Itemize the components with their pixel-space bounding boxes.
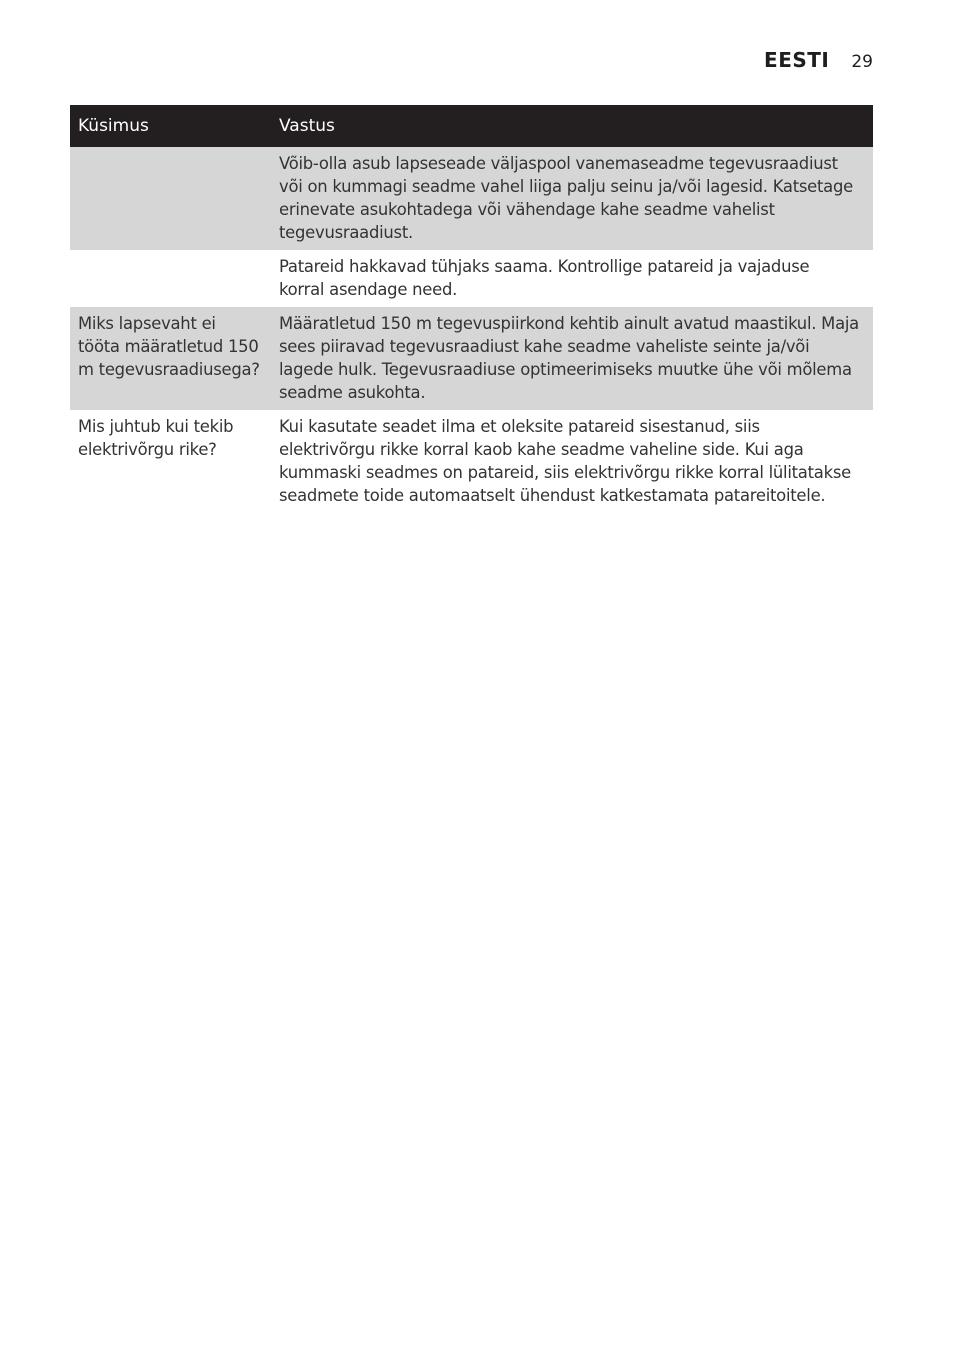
question-cell	[70, 250, 271, 307]
table-header-row	[70, 105, 873, 147]
language-title: EESTI	[764, 48, 830, 72]
answer-cell: Võib-olla asub lapseseade väljaspool vanemaseadme tegevusraadiust või on kummagi seadme vahel liiga palju seinu ja/või lagesid. Katsetage erinevate asukohtadega või vähendage kahe seadme vahelist tegevusraadiust.	[279, 154, 853, 242]
faq-table	[70, 105, 873, 513]
question-cell: Mis juhtub kui tekib elektrivõrgu rike?	[78, 417, 234, 459]
answer-cell: Kui kasutate seadet ilma et oleksite patareid sisestanud, siis elektrivõrgu rikke korral kaob kahe seadme vaheline side. Kui aga kummaski seadmes on patareid, siis elektrivõrgu rikke korral lülitatakse seadmete toide automaatselt ühendust katkestamata patareitoitele.	[279, 417, 851, 505]
table-row	[70, 147, 873, 250]
column-header-answer: Vastus	[279, 116, 335, 136]
answer-cell: Määratletud 150 m tegevuspiirkond kehtib ainult avatud maastikul. Maja sees piiravad tegevusraadiust kahe seadme vaheliste seinte ja/või lagede hulk. Tegevusraadiuse optimeerimiseks muutke ühe või mõlema seadme asukohta.	[279, 314, 859, 402]
table-row	[70, 410, 873, 513]
table-row	[70, 250, 873, 307]
column-header-question: Küsimus	[78, 116, 149, 136]
question-cell: Miks lapsevaht ei tööta määratletud 150 m tegevusraadiusega?	[78, 314, 260, 379]
answer-cell: Patareid hakkavad tühjaks saama. Kontrollige patareid ja vajaduse korral asendage need.	[279, 257, 810, 299]
page-header	[764, 48, 873, 72]
table-row	[70, 307, 873, 410]
page-number: 29	[851, 52, 873, 72]
question-cell	[70, 147, 271, 250]
